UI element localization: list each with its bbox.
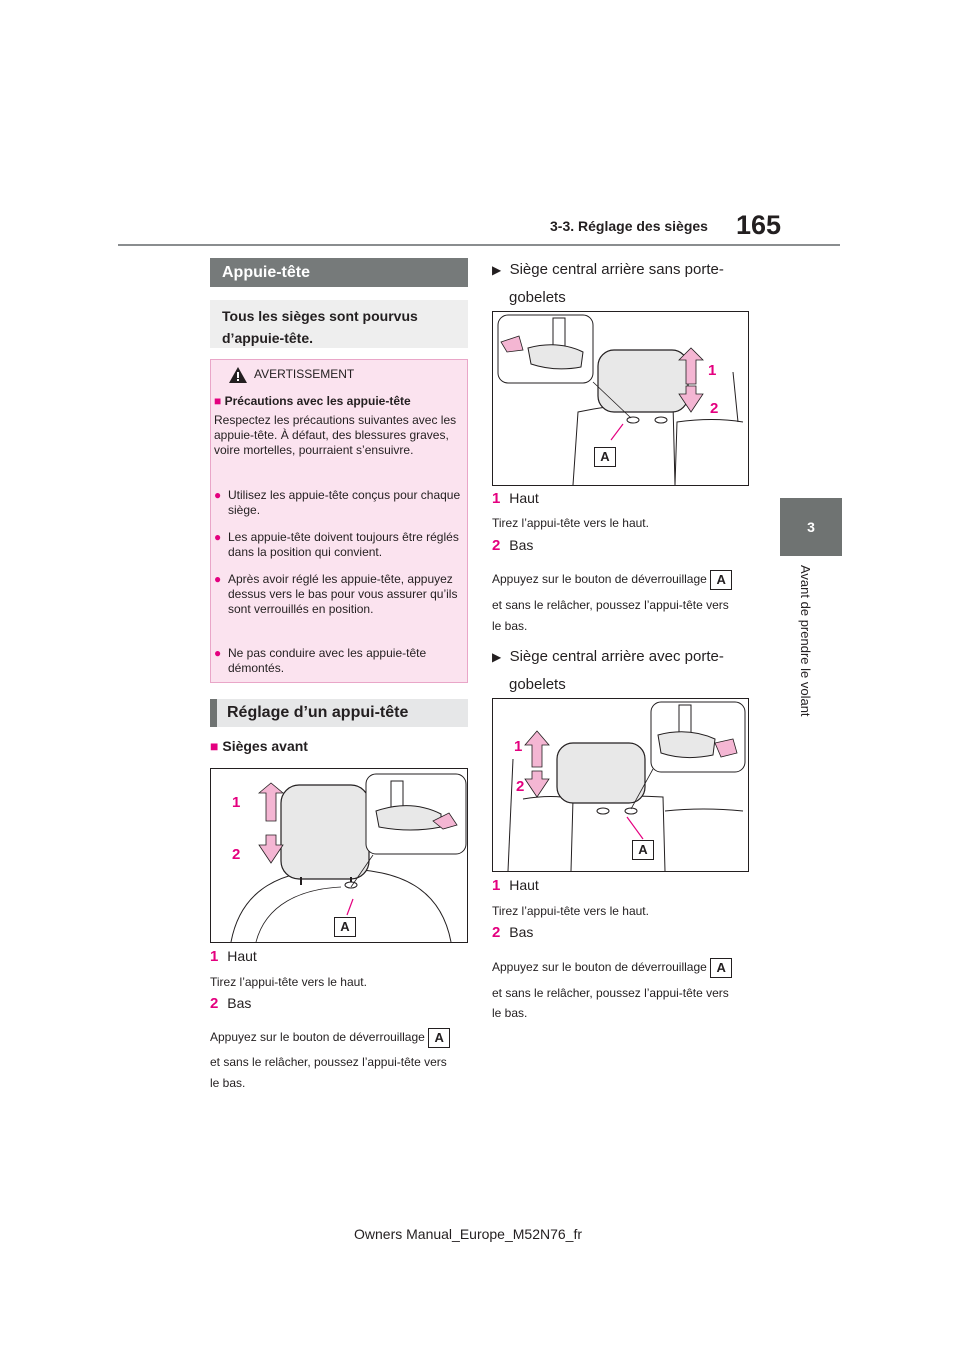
- step-2-desc: Appuyez sur le bouton de déverrouillage A: [492, 570, 732, 590]
- page-number: 165: [736, 210, 782, 240]
- warning-bullet: ● Ne pas conduire avec les appuie-tête démontés.: [214, 646, 427, 675]
- step-1-desc: Tirez l’appui-tête vers le haut.: [210, 975, 367, 989]
- figure-label-1: 1: [514, 738, 523, 755]
- intro-box: Tous les sièges sont pourvus d’appuie-tête.: [210, 300, 468, 348]
- figure-label-2: 2: [516, 778, 525, 795]
- warning-bullet: ● Les appuie-tête doivent toujours être réglés dans la position qui convient.: [214, 530, 459, 559]
- figure-label-2: 2: [710, 400, 719, 417]
- triangle-right-icon: ▶: [492, 263, 502, 277]
- warning-text: Respectez les précautions suivantes avec les appuie-tête. À défaut, des blessures graves, voire mortelles, pourraient s’ensuivre.: [214, 413, 457, 457]
- step-2-desc-end: le bas.: [210, 1076, 246, 1090]
- section-title: 3-3. Réglage des sièges: [550, 218, 708, 234]
- figure-label-1: 1: [708, 362, 717, 379]
- heading-appuie-tete: Appuie-tête: [210, 258, 468, 287]
- step-2: 2 Bas: [492, 924, 534, 941]
- rear-cup-figure: [492, 698, 749, 872]
- step-2-desc: Appuyez sur le bouton de déverrouillage A: [492, 958, 732, 978]
- warning-triangle-icon: [228, 366, 248, 384]
- bullet-dot-icon: ●: [214, 530, 222, 544]
- step-1: 1 Haut: [492, 877, 539, 894]
- figure-label-2: 2: [232, 846, 241, 863]
- step-1-desc: Tirez l’appui-tête vers le haut.: [492, 516, 649, 530]
- header-rule: [118, 244, 840, 246]
- warning-bullet: ● Utilisez les appuie-tête conçus pour chaque siège.: [214, 488, 461, 517]
- bullet-dot-icon: ●: [214, 488, 222, 502]
- warning-subtitle: ■ Précautions avec les appuie-tête: [214, 394, 411, 408]
- step-2-desc: Appuyez sur le bouton de déverrouillage A: [210, 1028, 450, 1048]
- rear-no-cup-figure: [492, 311, 749, 486]
- step-2-desc-cont: et sans le relâcher, poussez l’appui-tête vers: [210, 1055, 447, 1069]
- figure-label-a: A: [594, 447, 616, 467]
- footer-text: Owners Manual_Europe_M52N76_fr: [354, 1226, 583, 1242]
- step-1: 1 Haut: [210, 948, 257, 965]
- rear-no-cup-title: ▶ Siège central arrière sans porte- gobelets: [492, 261, 724, 306]
- figure-label-a: A: [334, 917, 356, 937]
- front-seats-title: ■ Sièges avant: [210, 738, 308, 754]
- step-1-desc: Tirez l’appui-tête vers le haut.: [492, 904, 649, 918]
- warning-bullet: ● Après avoir réglé les appuie-tête, appuyez dessus vers le bas pour vous assurer qu’ils sont verrouillés en position.: [214, 572, 458, 616]
- step-2: 2 Bas: [210, 995, 252, 1012]
- step-1: 1 Haut: [492, 490, 539, 507]
- warning-title: AVERTISSEMENT: [254, 367, 355, 381]
- bullet-dot-icon: ●: [214, 646, 222, 660]
- step-2-desc-end: le bas.: [492, 619, 528, 633]
- rear-cup-title: ▶ Siège central arrière avec porte- gobelets: [492, 648, 724, 693]
- step-2: 2 Bas: [492, 537, 534, 554]
- triangle-right-icon: ▶: [492, 650, 502, 664]
- chapter-tab[interactable]: 3: [780, 498, 842, 556]
- step-2-desc-end: le bas.: [492, 1006, 528, 1020]
- step-2-desc-cont: et sans le relâcher, poussez l’appui-tête vers: [492, 598, 729, 612]
- step-2-desc-cont: et sans le relâcher, poussez l’appui-tête vers: [492, 986, 729, 1000]
- figure-label-1: 1: [232, 794, 241, 811]
- chapter-label: Avant de prendre le volant: [798, 565, 813, 717]
- bullet-dot-icon: ●: [214, 572, 222, 586]
- heading-reglage: Réglage d’un appui-tête: [210, 699, 468, 727]
- figure-label-a: A: [632, 840, 654, 860]
